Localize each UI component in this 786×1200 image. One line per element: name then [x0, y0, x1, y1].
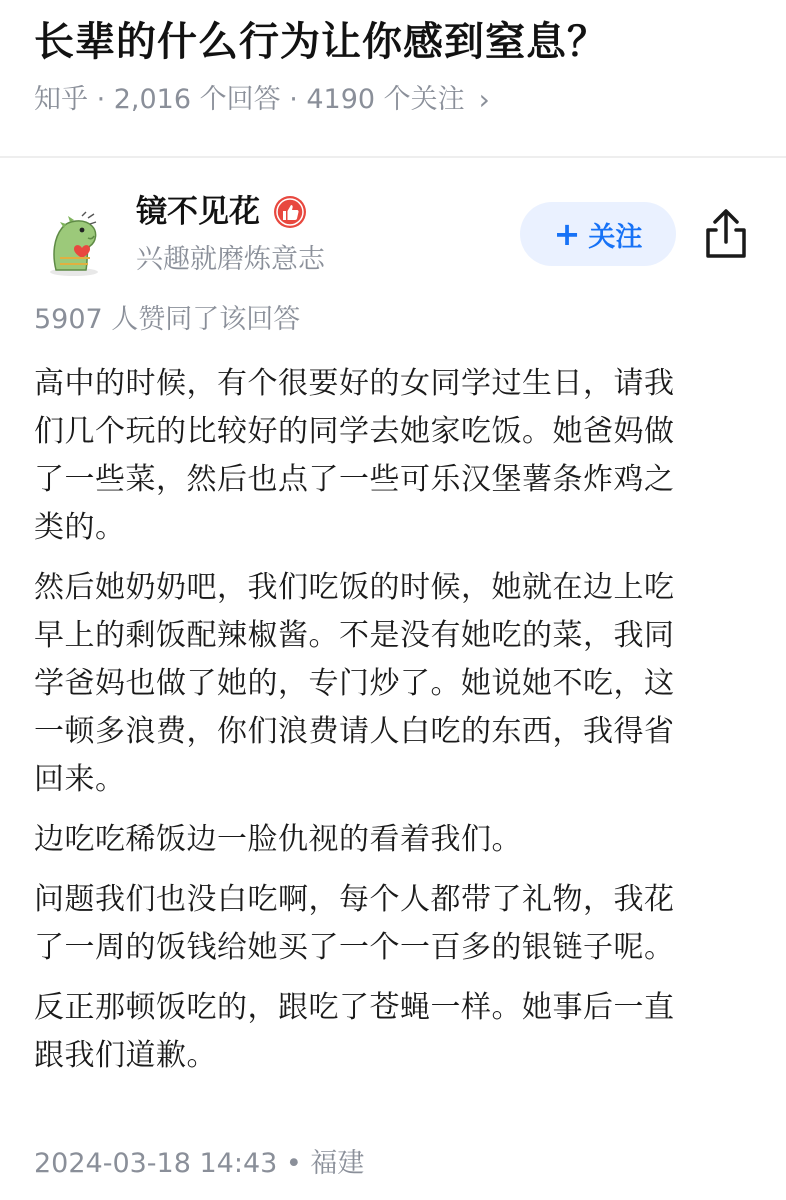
- follow-button-label: 关注: [588, 221, 643, 253]
- question-meta[interactable]: [34, 80, 490, 120]
- answer-paragraph: [34, 984, 756, 1080]
- answer-line: 反正那顿饭吃的，跟吃了苍蝇一样。她事后一直: [34, 990, 675, 1025]
- plus-icon: +: [553, 215, 581, 253]
- answer-line: 高中的时候，有个很要好的女同学过生日，请我: [34, 366, 675, 401]
- answer-line: 然后她奶奶吧，我们吃饭的时候，她就在边上吃: [34, 570, 675, 605]
- answer-line: 回来。: [34, 762, 126, 797]
- author-name-text: 镜不见花: [136, 194, 260, 230]
- follow-button[interactable]: [520, 202, 676, 266]
- answer-line: 问题我们也没白吃啊，每个人都带了礼物，我花: [34, 882, 675, 917]
- answer-paragraph: [34, 816, 756, 864]
- share-icon[interactable]: [700, 206, 752, 262]
- answer-line: 们几个玩的比较好的同学去她家吃饭。她爸妈做: [34, 414, 675, 449]
- question-meta-text: 知乎 · 2,016 个回答 · 4190 个关注: [34, 84, 465, 115]
- answer-line: 一顿多浪费，你们浪费请人白吃的东西，我得省: [34, 714, 675, 749]
- answer-footer: 2024-03-18 14:43 • 福建: [34, 1148, 365, 1179]
- thumbs-up-badge-icon: [272, 194, 308, 230]
- answer-paragraph: [34, 876, 756, 972]
- answer-paragraph: [34, 564, 756, 804]
- answer-line: 了一些菜，然后也点了一些可乐汉堡薯条炸鸡之: [34, 462, 675, 497]
- likes-count: 5907 人赞同了该回答: [34, 304, 301, 335]
- answer-body: [34, 360, 756, 1092]
- author-bio: 兴趣就磨炼意志: [136, 244, 325, 275]
- divider: [0, 156, 786, 158]
- answer-line: 跟我们道歉。: [34, 1038, 217, 1073]
- answer-line: 类的。: [34, 510, 126, 545]
- chevron-right-icon[interactable]: ›: [478, 83, 490, 116]
- author-name[interactable]: [136, 190, 308, 234]
- dinosaur-avatar-icon: [38, 198, 110, 278]
- avatar[interactable]: [38, 198, 110, 278]
- answer-line: 了一周的饭钱给她买了一个一百多的银链子呢。: [34, 930, 675, 965]
- question-title[interactable]: 长辈的什么行为让你感到窒息？: [34, 19, 608, 65]
- answer-line: 学爸妈也做了她的，专门炒了。她说她不吃，这: [34, 666, 675, 701]
- answer-line: 边吃吃稀饭边一脸仇视的看着我们。: [34, 822, 522, 857]
- answer-paragraph: [34, 360, 756, 552]
- answer-line: 早上的剩饭配辣椒酱。不是没有她吃的菜，我同: [34, 618, 675, 653]
